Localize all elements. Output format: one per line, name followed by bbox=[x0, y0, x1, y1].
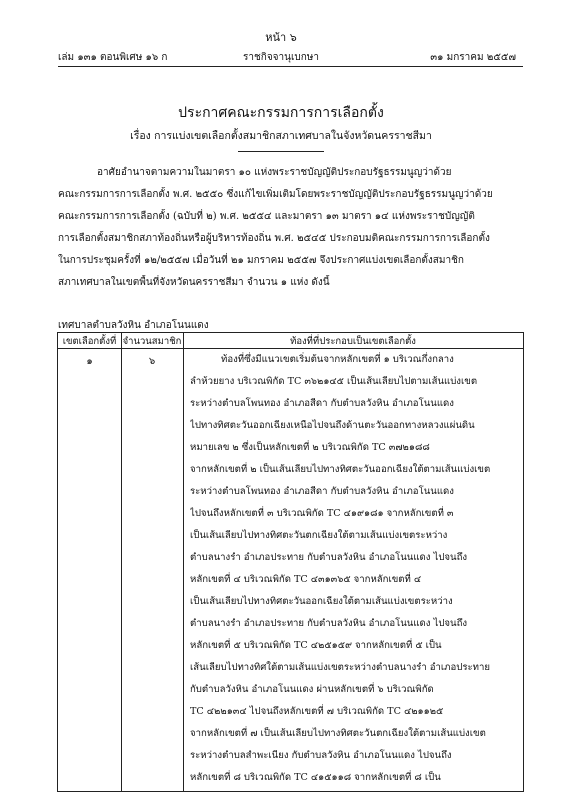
area-description-line: ท้องที่ซึ่งมีแนวเขตเริ่มต้นจากหลักเขตที่ ๑ บริเวณกึ่งกลาง bbox=[221, 354, 454, 365]
district-number: ๑ bbox=[86, 356, 93, 367]
publication-date: ๓๑ มกราคม ๒๕๕๗ bbox=[430, 52, 516, 63]
document-title: ประกาศคณะกรรมการการเลือกตั้ง bbox=[178, 105, 384, 121]
area-description-line: หลักเขตที่ ๔ บริเวณพิกัด TC ๔๓๑๓๖๕ จากหลักเขตที่ ๔ bbox=[190, 574, 422, 585]
title-divider bbox=[238, 151, 324, 152]
column-header-members: จำนวนสมาชิก bbox=[122, 336, 182, 347]
header-rule bbox=[58, 66, 523, 67]
table-caption: เทศบาลตำบลวังหิน อำเภอโนนแดง bbox=[58, 320, 209, 331]
paragraph-line: อาศัยอำนาจตามความในมาตรา ๑๐ แห่งพระราชบัญญัติประกอบรัฐธรรมนูญว่าด้วย bbox=[97, 167, 452, 178]
page-number: หน้า ๖ bbox=[265, 31, 297, 44]
area-description-line: จากหลักเขตที่ ๗ เป็นเส้นเลียบไปทางทิศตะวันตกเฉียงใต้ตามเส้นแบ่งเขต bbox=[190, 728, 486, 739]
member-count: ๖ bbox=[148, 356, 156, 367]
area-description-line: ไปจนถึงหลักเขตที่ ๓ บริเวณพิกัด TC ๔๑๙๑๘๑ จากหลักเขตที่ ๓ bbox=[190, 508, 454, 519]
area-description-line: หลักเขตที่ ๕ บริเวณพิกัด TC ๔๒๕๑๕๙ จากหลักเขตที่ ๕ เป็น bbox=[190, 640, 442, 651]
column-header-area: ท้องที่ที่ประกอบเป็นเขตเลือกตั้ง bbox=[290, 336, 416, 347]
district-table bbox=[57, 332, 524, 792]
column-divider bbox=[121, 333, 122, 791]
paragraph-line: การเลือกตั้งสมาชิกสภาท้องถิ่นหรือผู้บริหารท้องถิ่น พ.ศ. ๒๕๔๕ ประกอบมติคณะกรรมการการเลือกตั้ง bbox=[58, 233, 490, 244]
area-description-line: เป็นเส้นเลียบไปทางทิศตะวันออกเฉียงใต้ตามเส้นแบ่งเขตระหว่าง bbox=[190, 596, 453, 607]
column-divider bbox=[183, 333, 184, 791]
area-description-line: ไปทางทิศตะวันออกเฉียงเหนือไปจนถึงด้านตะวันออกทางหลวงแผ่นดิน bbox=[190, 420, 475, 431]
area-description-line: เป็นเส้นเลียบไปทางทิศตะวันตกเฉียงใต้ตามเส้นแบ่งเขตระหว่าง bbox=[190, 530, 448, 541]
document-subject: เรื่อง การแบ่งเขตเลือกตั้งสมาชิกสภาเทศบาลในจังหวัดนครราชสีมา bbox=[130, 130, 432, 142]
area-description-line: หลักเขตที่ ๘ บริเวณพิกัด TC ๔๑๕๑๑๘ จากหลักเขตที่ ๘ เป็น bbox=[190, 772, 441, 783]
paragraph-line: คณะกรรมการการเลือกตั้ง พ.ศ. ๒๕๕๐ ซึ่งแก้ไขเพิ่มเติมโดยพระราชบัญญัติประกอบรัฐธรรมนูญว่าด้วย bbox=[58, 189, 493, 200]
area-description-line: กับตำบลวังหิน อำเภอโนนแดง ผ่านหลักเขตที่ ๖ บริเวณพิกัด bbox=[190, 684, 434, 695]
area-description-line: หมายเลข ๒ ซึ่งเป็นหลักเขตที่ ๒ บริเวณพิกัด TC ๓๗๒๑๘๘ bbox=[190, 442, 430, 453]
area-description-line: ตำบลนางรำ อำเภอประทาย กับตำบลวังหิน อำเภอโนนแดง ไปจนถึง bbox=[190, 552, 468, 563]
column-header-district: เขตเลือกตั้งที่ bbox=[62, 336, 117, 347]
area-description-line: ระหว่างตำบลสำพะเนียง กับตำบลวังหิน อำเภอโนนแดง ไปจนถึง bbox=[190, 750, 452, 761]
area-description-line: TC ๔๒๒๑๓๔ ไปจนถึงหลักเขตที่ ๗ บริเวณพิกัด TC ๔๒๑๑๒๕ bbox=[190, 706, 444, 717]
area-description-line: ตำบลนางรำ อำเภอประทาย กับตำบลวังหิน อำเภอโนนแดง ไปจนถึง bbox=[190, 618, 468, 629]
area-description-line: เส้นเลียบไปทางทิศใต้ตามเส้นแบ่งเขตระหว่างตำบลนางรำ อำเภอประทาย bbox=[190, 662, 490, 673]
paragraph-line: ในการประชุมครั้งที่ ๑๒/๒๕๕๗ เมื่อวันที่ ๒๑ มกราคม ๒๕๕๗ จึงประกาศแบ่งเขตเลือกตั้งสมาชิก bbox=[58, 255, 464, 266]
paragraph-line: คณะกรรมการการเลือกตั้ง (ฉบับที่ ๒) พ.ศ. ๒๕๕๔ และมาตรา ๑๓ มาตรา ๑๔ แห่งพระราชบัญญัติ bbox=[58, 211, 475, 222]
gazette-name: ราชกิจจานุเบกษา bbox=[242, 52, 320, 63]
paragraph-line: สภาเทศบาลในเขตพื้นที่จังหวัดนครราชสีมา จำนวน ๑ แห่ง ดังนี้ bbox=[58, 277, 330, 288]
volume-issue: เล่ม ๑๓๑ ตอนพิเศษ ๑๖ ก bbox=[58, 52, 168, 63]
area-description-line: ลำห้วยยาง บริเวณพิกัด TC ๓๖๒๑๔๕ เป็นเส้นเลียบไปตามเส้นแบ่งเขต bbox=[190, 376, 478, 387]
area-description-line: จากหลักเขตที่ ๒ เป็นเส้นเลียบไปทางทิศตะวันออกเฉียงใต้ตามเส้นแบ่งเขต bbox=[190, 464, 491, 475]
area-description-line: ระหว่างตำบลโพนทอง อำเภอสีดา กับตำบลวังหิน อำเภอโนนแดง bbox=[190, 486, 454, 497]
area-description-line: ระหว่างตำบลโพนทอง อำเภอสีดา กับตำบลวังหิน อำเภอโนนแดง bbox=[190, 398, 454, 409]
